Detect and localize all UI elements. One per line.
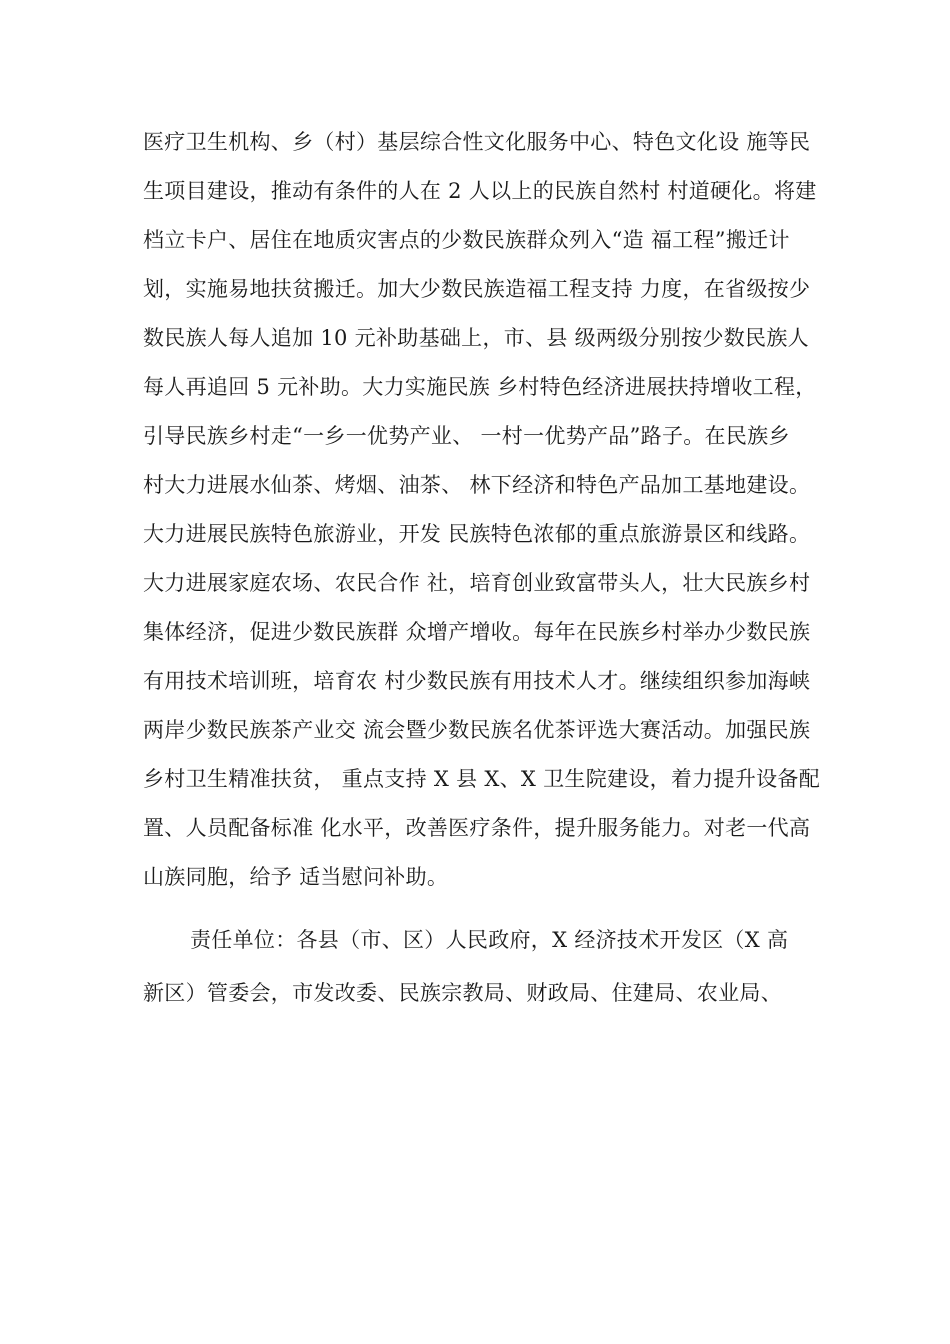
body-line-16: 山族同胞，给予 适当慰问补助。 xyxy=(143,865,449,889)
body-line-15: 置、人员配备标准 化水平，改善医疗条件，提升服务能力。对老一代高 xyxy=(143,816,811,840)
body-line-6: 每人再追回 5 元补助。大力实施民族 乡村特色经济进展扶持增收工程， xyxy=(143,375,817,399)
body-line-2: 生项目建设，推动有条件的人在 2 人以上的民族自然村 村道硬化。将建 xyxy=(143,179,817,203)
body-line-11: 集体经济，促进少数民族群 众增产增收。每年在民族乡村举办少数民族 xyxy=(143,620,811,644)
body-line-10: 大力进展家庭农场、农民合作 社，培育创业致富带头人，壮大民族乡村 xyxy=(143,571,811,595)
body-line-13: 两岸少数民族茶产业交 流会暨少数民族名优茶评选大赛活动。加强民族 xyxy=(143,718,811,742)
body-line-3: 档立卡户、居住在地质灾害点的少数民族群众列入“造 福工程”搬迁计 xyxy=(143,228,790,252)
body-line-12: 有用技术培训班，培育农 村少数民族有用技术人才。继续组织参加海峡 xyxy=(143,669,811,693)
body-line-1: 医疗卫生机构、乡（村）基层综合性文化服务中心、特色文化设 施等民 xyxy=(143,130,811,154)
responsibility-line-2: 新区）管委会，市发改委、民族宗教局、财政局、住建局、农业局、 xyxy=(143,981,782,1005)
body-line-8: 村大力进展水仙茶、烤烟、油茶、 林下经济和特色产品加工基地建设。 xyxy=(143,473,811,497)
body-line-14: 乡村卫生精准扶贫， 重点支持 X 县 X、X 卫生院建设，着力提升设备配 xyxy=(143,767,821,791)
responsibility-line-1: 责任单位：各县（市、区）人民政府，X 经济技术开发区（X 高 xyxy=(190,928,789,952)
body-line-5: 数民族人每人追加 10 元补助基础上，市、县 级两级分别按少数民族人 xyxy=(143,326,809,350)
body-line-7: 引导民族乡村走“一乡一优势产业、 一村一优势产品”路子。在民族乡 xyxy=(143,424,790,448)
body-line-4: 划，实施易地扶贫搬迁。加大少数民族造福工程支持 力度，在省级按少 xyxy=(143,277,811,301)
body-line-9: 大力进展民族特色旅游业，开发 民族特色浓郁的重点旅游景区和线路。 xyxy=(143,522,811,546)
